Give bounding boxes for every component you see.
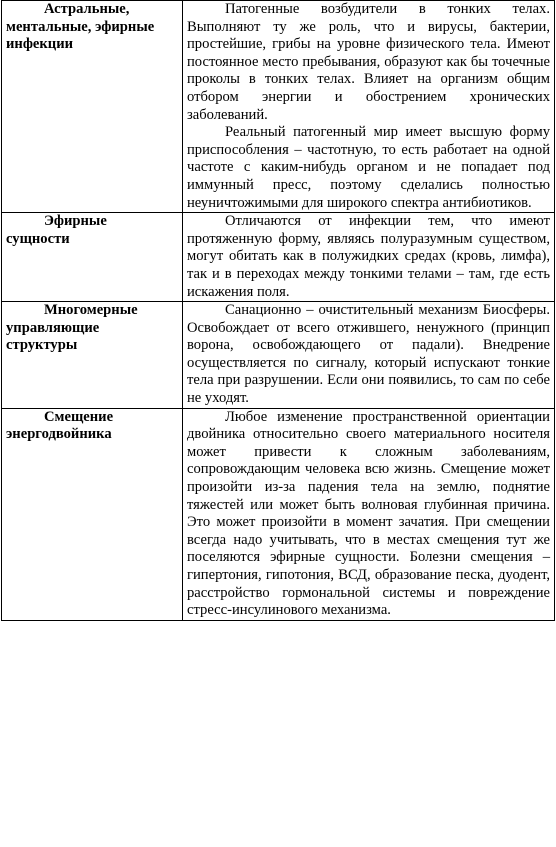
term-cell bbox=[2, 1, 183, 213]
term-line: Многомерные bbox=[44, 302, 138, 319]
description-cell bbox=[183, 213, 555, 302]
term-line: энергодвойника bbox=[6, 426, 112, 443]
table-row bbox=[2, 302, 555, 409]
description-paragraph: Отличаются от инфекции тем, что имеют протяженную форму, являясь полуразумным существом, могут обитать как в полужидких средах (кровь, лимфа), так и в переходах между тонкими телами – там, где есть искажения поля. bbox=[187, 213, 550, 300]
term-line: сущности bbox=[6, 230, 70, 247]
description-paragraph: Санационно – очистительный механизм Биосферы. Освобождает от всего отжившего, ненужного (принцип ворона, освобождающего от падали). Внедрение осуществляется по сигналу, который испускают тонкие тела при разрушении. Если они появились, то сам по себе не уходят. bbox=[187, 302, 550, 407]
term-line: структуры bbox=[6, 337, 78, 354]
description-paragraph: Реальный патогенный мир имеет высшую форму приспособления – частотную, то есть работает на одной частоте с каким-нибудь органом и не попадает под иммунный пресс, поэтому сделались полностью неуничтожимыми для широкого спектра антибиотиков. bbox=[187, 124, 550, 211]
term-line: инфекции bbox=[6, 36, 74, 53]
term-cell bbox=[2, 302, 183, 409]
definitions-table bbox=[1, 0, 555, 621]
description-paragraph: Патогенные возбудители в тонких телах. Выполняют ту же роль, что и вирусы, бактерии, простейшие, грибы на уровне физического тела. Имеют постоянное место пребывания, образуют как бы точечные проколы в тонких телах. Влияет на организм общим отбором энергии и обострением хронических заболеваний. bbox=[187, 1, 550, 123]
table-row bbox=[2, 408, 555, 620]
description-paragraph: Любое изменение пространственной ориентации двойника относительно своего материального носителя может привести к сложным заболеваниям, сопровождающим человека всю жизнь. Смещение может произойти из-за падения тела на землю, поднятие тяжестей или может быть волновая глубинная причина. Это может произойти в момент зачатия. При смещении всегда надо учитывать, что в местах смещения тут же поселяются эфирные сущности. Болезни смещения – гипертония, гипотония, ВСД, образование песка, дуодент, расстройство гормональной системы и повреждение стресс-инсулинового механизма. bbox=[187, 408, 550, 619]
term-line: Астральные, bbox=[44, 1, 130, 17]
term-cell bbox=[2, 213, 183, 302]
term-line: управляющие bbox=[6, 319, 100, 336]
term-line: Смещение bbox=[44, 408, 114, 425]
description-cell bbox=[183, 302, 555, 409]
term-line: ментальные, эфирные bbox=[6, 18, 155, 35]
description-cell bbox=[183, 408, 555, 620]
table-row bbox=[2, 213, 555, 302]
term-cell bbox=[2, 408, 183, 620]
term-line: Эфирные bbox=[44, 213, 107, 230]
description-cell bbox=[183, 1, 555, 213]
table-row bbox=[2, 1, 555, 213]
